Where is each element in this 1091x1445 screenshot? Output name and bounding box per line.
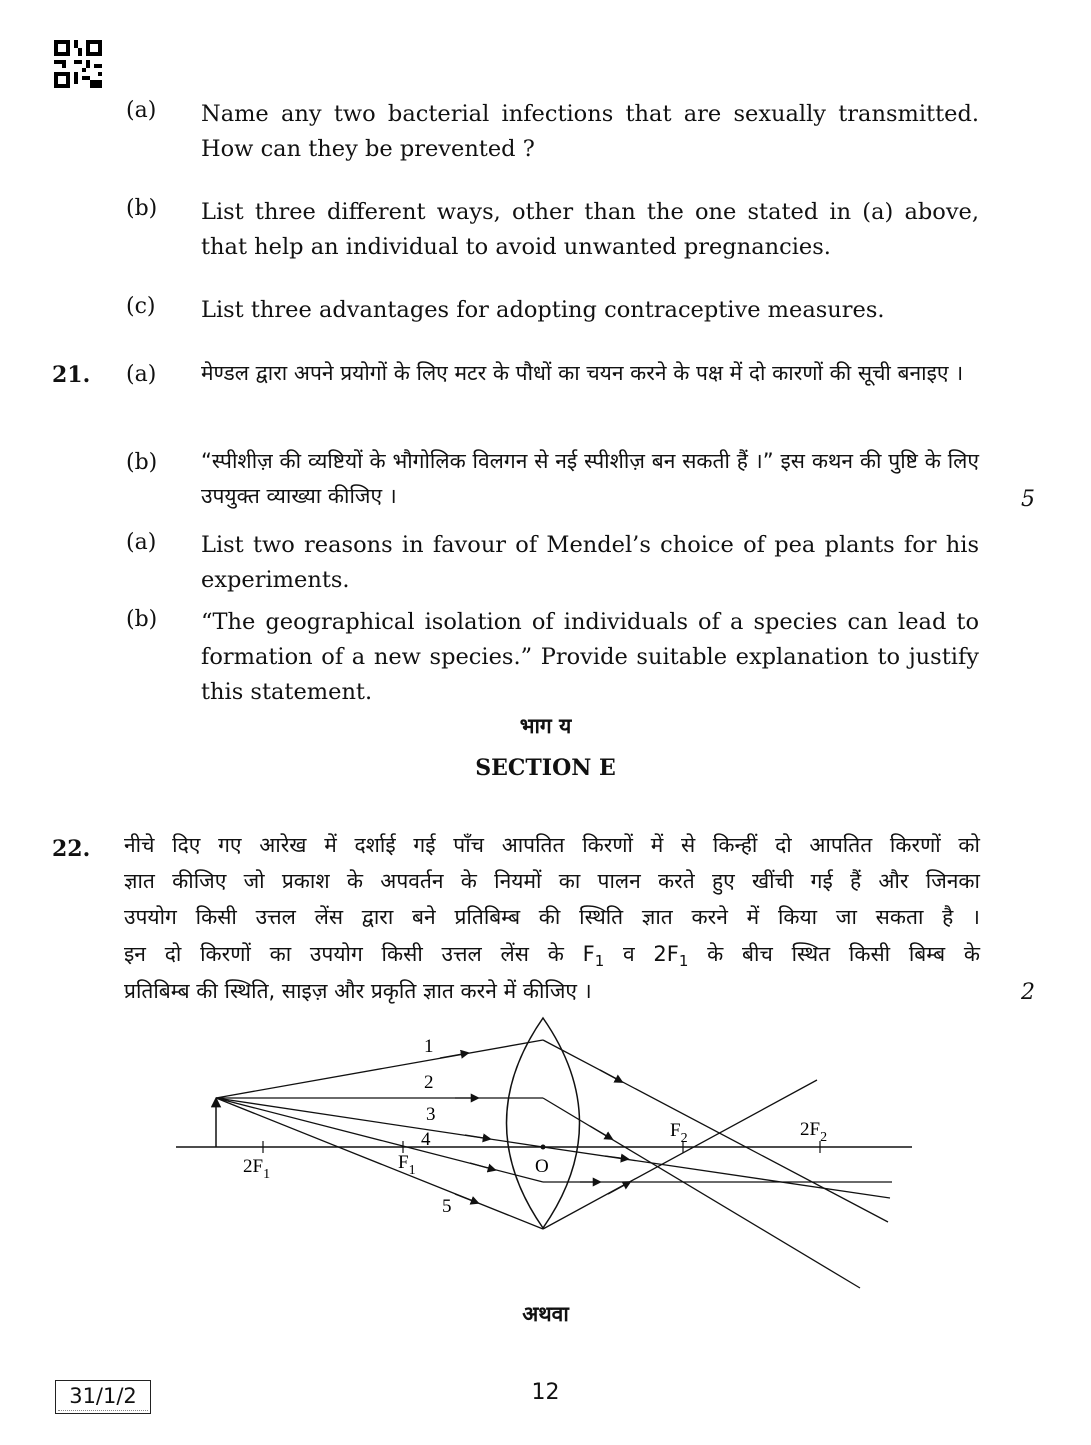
section-title-hindi: भाग य [519, 714, 572, 738]
ray-3-ref-arrow [605, 1156, 628, 1159]
q21-hindi-a-text: मेण्डल द्वारा अपने प्रयोगों के लिए मटर के पौधों का चयन करने के पक्ष में दो कारणों की सूची बनाइए । [201, 361, 964, 385]
label-2f2 [800, 1119, 827, 1145]
label-f1-sub: 1 [408, 1163, 416, 1178]
or-text: अथवा [522, 1302, 569, 1326]
label-f2 [670, 1120, 688, 1146]
q22-line-4a: इन दो किरणों का उपयोग किसी उत्तल लेंस के F [124, 942, 595, 966]
q21-number: 21. [52, 362, 91, 388]
page-number: 12 [531, 1380, 560, 1405]
label-o: O [535, 1156, 549, 1177]
ray-1-incident [216, 1040, 543, 1098]
ray-2-ref-arrow [590, 1126, 612, 1139]
ray-4-arrow [470, 1163, 495, 1170]
q22-line-4b: व 2F [604, 942, 679, 966]
lens-ray-diagram [0, 1010, 1091, 1300]
convex-lens [507, 1018, 580, 1228]
ray-5-incident [216, 1098, 543, 1229]
label-2f2-sub: 2 [820, 1130, 828, 1145]
qr-code-icon [54, 40, 102, 88]
q22-line-3: उपयोग किसी उत्तल लेंस द्वारा बने प्रतिबिम्ब की स्थिति ज्ञात करने में किया जा सकता है । [124, 905, 980, 929]
label-f2-sub: 2 [680, 1131, 688, 1146]
ray-label-2: 2 [424, 1072, 434, 1093]
q21-hindi-b-label: (b) [126, 450, 158, 475]
ray-label-1: 1 [424, 1036, 434, 1057]
q22-line-2: ज्ञात कीजिए जो प्रकाश के अपवर्तन के नियमों का पालन करते हुए खींची गई हैं और जिनका [124, 869, 980, 893]
ray-1-ref-arrow [600, 1070, 622, 1082]
q20-b-label: (b) [126, 196, 158, 221]
q22-line-5: प्रतिबिम्ब की स्थिति, साइज़ और प्रकृति ज्ञात करने में कीजिए । [124, 979, 592, 1003]
q21-marks: 5 [1021, 487, 1035, 512]
q21-hindi-a-label: (a) [126, 362, 157, 387]
q22-line-4c: के बीच स्थित किसी बिम्ब के [688, 942, 980, 966]
q21-hindi-b-text: “स्पीशीज़ की व्यष्टियों के भौगोलिक विलगन से नई स्पीशीज़ बन सकती हैं ।” इस कथन की पुष्टि के लिए उपयुक्त व्याख्या कीजिए । [201, 449, 979, 508]
ray-label-3: 3 [426, 1104, 436, 1125]
q21-eng-a-text: List two reasons in favour of Mendel’s choice of pea plants for his experiments. [201, 532, 979, 593]
ray-3-arrow [465, 1135, 490, 1139]
q21-eng-b-text: “The geographical isolation of individuals of a species can lead to formation of a new species.” Provide suitable explanation to justify this statement. [201, 609, 979, 705]
q22-line-1: नीचे दिए गए आरेख में दर्शाई गई पाँच आपतित किरणों में से किन्हीं दो आपतित किरणों को [124, 833, 980, 857]
q21-eng-b-label: (b) [126, 607, 158, 632]
section-title-english: SECTION E [475, 755, 616, 781]
q22-line-4 [124, 937, 980, 979]
ray-label-5: 5 [442, 1196, 452, 1217]
q22-sub-2: 1 [678, 952, 689, 971]
q20-a-text: Name any two bacterial infections that are sexually transmitted. How can they be prevented ? [201, 101, 979, 162]
ray-label-4: 4 [421, 1129, 431, 1150]
q22-sub-1: 1 [594, 952, 605, 971]
label-2f1-main: 2F [243, 1156, 264, 1177]
ray-5-refracted [543, 1080, 817, 1229]
q20-a-label: (a) [126, 98, 157, 123]
label-2f1 [243, 1156, 270, 1182]
q22-marks: 2 [1021, 980, 1035, 1005]
ray-5-arrow [455, 1194, 478, 1203]
q20-c-text: List three advantages for adopting contraceptive measures. [201, 297, 885, 323]
ray-1-arrow [440, 1053, 468, 1058]
ray-3-refracted [543, 1147, 890, 1198]
question-paper-code: 31/1/2 [55, 1380, 151, 1414]
q20-c-label: (c) [126, 294, 156, 319]
label-2f2-main: 2F [800, 1119, 821, 1140]
label-f1-main: F [398, 1152, 409, 1173]
q20-b-text: List three different ways, other than the one stated in (a) above, that help an individual to avoid unwanted pregnancies. [201, 199, 979, 260]
label-2f1-sub: 1 [263, 1167, 271, 1182]
label-f2-main: F [670, 1120, 681, 1141]
ray-1-refracted [543, 1040, 888, 1222]
q21-eng-a-label: (a) [126, 530, 157, 555]
q22-number: 22. [52, 836, 91, 862]
ray-5-ref-arrow [608, 1182, 630, 1194]
